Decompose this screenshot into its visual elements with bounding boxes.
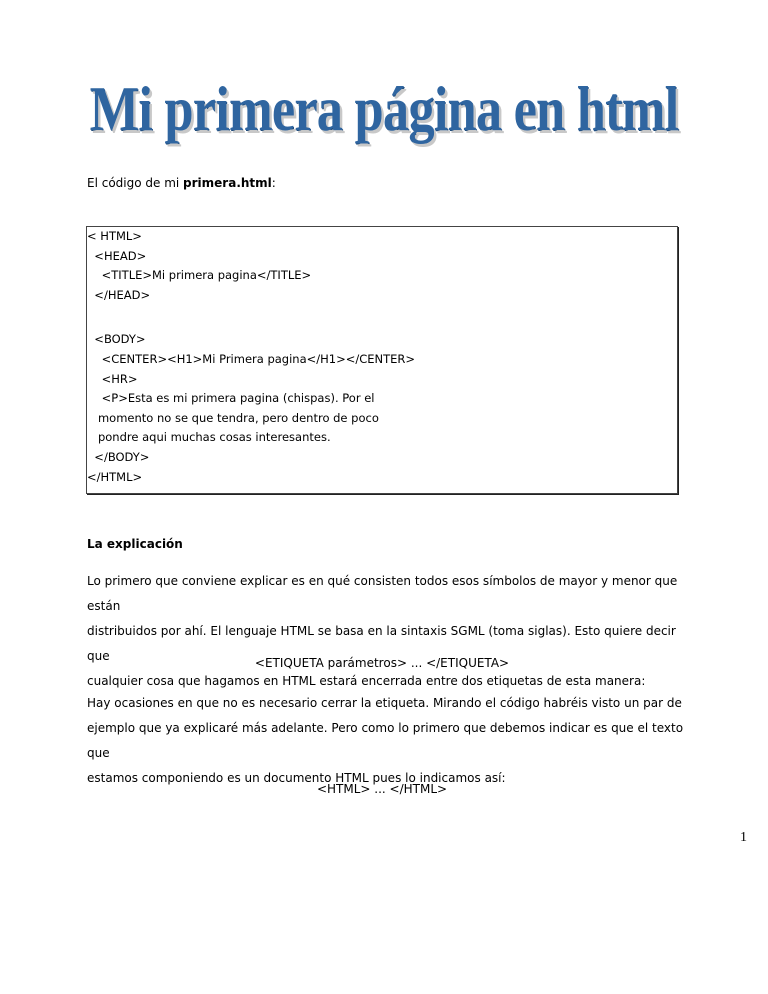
- code-line: < HTML>: [87, 229, 142, 243]
- paragraph-line: ejemplo que ya explicaré más adelante. Pero como lo primero que debemos indicar es que el texto que: [87, 721, 684, 760]
- code-line: </HEAD>: [87, 287, 151, 302]
- intro-filename: primera.html: [183, 176, 272, 190]
- paragraph-line: cualquier cosa que hagamos en HTML estará encerrada entre dos etiquetas de esta manera:: [87, 674, 646, 688]
- paragraph-2: [87, 691, 687, 791]
- code-line: <BODY>: [87, 332, 146, 347]
- page-number: 1: [740, 830, 747, 845]
- section-heading: La explicación: [87, 537, 183, 551]
- page-title-wordart: Mi primera página en html: [89, 73, 679, 144]
- intro-line: [87, 176, 276, 190]
- code-box: [86, 226, 678, 494]
- code-line: momento no se que tendra, pero dentro de poco: [87, 410, 379, 425]
- intro-suffix: :: [271, 176, 276, 190]
- example-html: <HTML> ... </HTML>: [316, 782, 448, 796]
- code-line: <HR>: [87, 371, 138, 386]
- example-etiqueta: <ETIQUETA parámetros> ... </ETIQUETA>: [254, 656, 510, 670]
- paragraph-line: estamos componiendo es un documento HTML pues lo indicamos así:: [87, 771, 506, 785]
- code-line: <CENTER><H1>Mi Primera pagina</H1></CENTER>: [87, 351, 416, 366]
- code-line: pondre aqui muchas cosas interesantes.: [87, 430, 331, 445]
- code-line: </HTML>: [87, 469, 143, 484]
- paragraph-1: [87, 569, 687, 694]
- paragraph-line: Lo primero que conviene explicar es en qué consisten todos esos símbolos de mayor y menor que están: [87, 574, 678, 613]
- paragraph-line: distribuidos por ahí. El lenguaje HTML se basa en la sintaxis SGML (toma siglas). Esto quiere decir que: [87, 624, 676, 663]
- code-line: <HEAD>: [87, 248, 147, 263]
- code-line: </BODY>: [87, 449, 150, 464]
- code-line-blank: [87, 305, 677, 330]
- code-line: <TITLE>Mi primera pagina</TITLE>: [87, 268, 312, 283]
- code-line: <P>Esta es mi primera pagina (chispas). Por el: [87, 391, 375, 406]
- intro-text: El código de mi: [87, 176, 184, 190]
- paragraph-line: Hay ocasiones en que no es necesario cerrar la etiqueta. Mirando el código habréis visto un par de: [87, 696, 682, 710]
